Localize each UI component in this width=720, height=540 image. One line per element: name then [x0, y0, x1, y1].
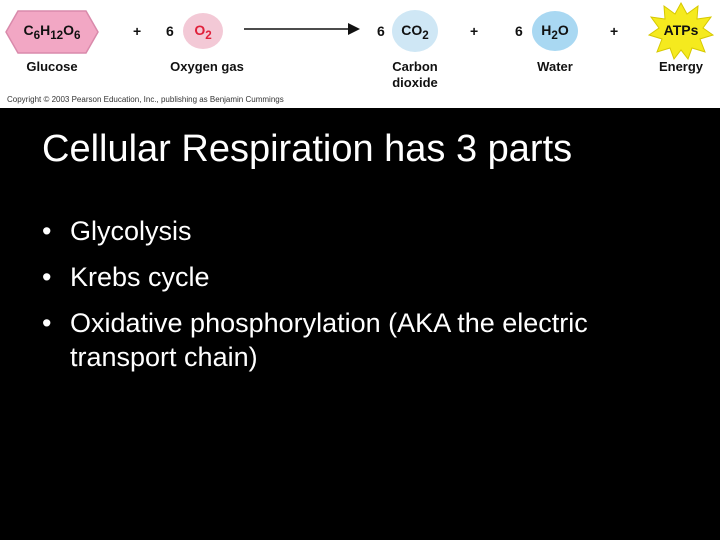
bullet-dot: •: [42, 262, 52, 292]
plus-sign-2: +: [470, 23, 479, 39]
oxygen-coefficient: 6: [166, 23, 174, 39]
atp-caption: Energy: [658, 59, 704, 74]
slide-title: Cellular Respiration has 3 parts: [42, 128, 573, 170]
glucose-caption: Glucose: [26, 59, 78, 74]
reaction-arrow: [244, 22, 360, 36]
water-caption: Water: [537, 59, 573, 74]
atp-label: ATPs: [663, 22, 699, 38]
bullet-text: Oxidative phosphorylation (AKA the electric transport chain): [70, 308, 588, 372]
co2-formula: $CO_2$: [401, 22, 429, 42]
co2-caption-line1: Carbon: [392, 59, 438, 74]
copyright-notice: Copyright © 2003 Pearson Education, Inc., publishing as Benjamin Cummings: [7, 95, 284, 104]
bullet-list: [42, 214, 662, 374]
bullet-dot: •: [42, 216, 52, 246]
co2-caption-line2: dioxide: [392, 75, 438, 90]
equation-banner: [0, 0, 720, 108]
bullet-text: Glycolysis: [70, 216, 192, 246]
bullet-dot: •: [42, 308, 52, 338]
glucose-formula: $C_6H_{12}O_6$: [23, 22, 81, 42]
plus-sign-1: +: [133, 23, 142, 39]
water-coefficient: 6: [515, 23, 523, 39]
bullet-item: [42, 214, 662, 248]
co2-coefficient: 6: [377, 23, 385, 39]
oxygen-caption: Oxygen gas: [170, 59, 244, 74]
oxygen-formula: $O_2$: [194, 22, 212, 42]
water-formula: $H_2O$: [541, 22, 569, 42]
plus-sign-3: +: [610, 23, 619, 39]
bullet-item: [42, 260, 662, 294]
bullet-text: Krebs cycle: [70, 262, 210, 292]
bullet-item: [42, 306, 662, 374]
